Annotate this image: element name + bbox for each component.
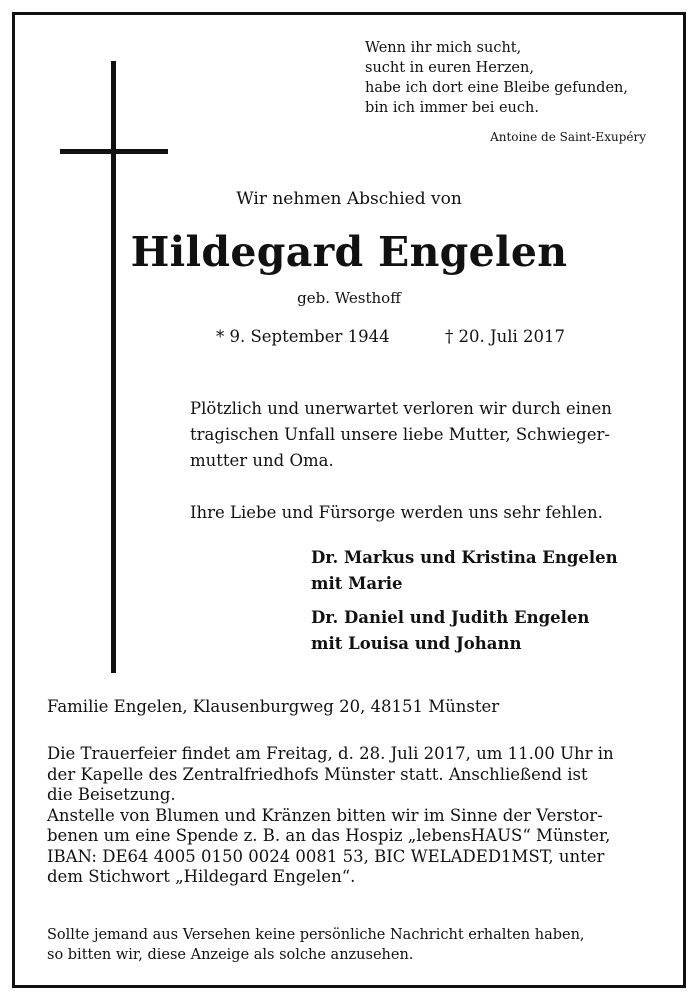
mourner-group <box>311 545 618 597</box>
family-address: Familie Engelen, Klausenburgweg 20, 48151 Münster <box>47 697 500 716</box>
funeral-line: der Kapelle des Zentralfriedhofs Münster statt. Anschließend ist <box>47 764 588 784</box>
poem-line: Wenn ihr mich sucht, <box>365 40 522 56</box>
funeral-line: Anstelle von Blumen und Kränzen bitten wir im Sinne der Verstor- <box>47 805 603 825</box>
funeral-line: die Beisetzung. <box>47 785 176 804</box>
mourners-list <box>311 545 618 665</box>
deceased-name: Hildegard Engelen <box>130 228 568 276</box>
mourner-line: mit Marie <box>311 574 403 593</box>
mourner-line: Dr. Markus und Kristina Engelen <box>311 548 618 567</box>
funeral-details <box>47 744 614 888</box>
message-line: tragischen Unfall unsere liebe Mutter, Schwieger- <box>190 425 610 444</box>
message-line: mutter und Oma. <box>190 451 334 470</box>
birth-date: * 9. September 1944 <box>216 327 390 346</box>
funeral-line: Die Trauerfeier findet am Freitag, d. 28. Juli 2017, um 11.00 Uhr in <box>47 744 614 763</box>
poem <box>365 38 628 118</box>
poem-line: sucht in euren Herzen, <box>365 60 534 76</box>
mourner-group <box>311 605 618 657</box>
death-date: † 20. Juli 2017 <box>445 327 566 346</box>
funeral-line: benen um eine Spende z. B. an das Hospiz „lebensHAUS“ Münster, <box>47 826 611 845</box>
mourner-line: mit Louisa und Johann <box>311 634 522 653</box>
poem-line: habe ich dort eine Bleibe gefunden, <box>365 80 628 96</box>
cross-horizontal-bar <box>60 149 168 154</box>
closing-line: Ihre Liebe und Fürsorge werden uns sehr fehlen. <box>190 503 603 522</box>
farewell-heading: Wir nehmen Abschied von <box>236 189 462 209</box>
funeral-line: IBAN: DE64 4005 0150 0024 0081 53, BIC WELADED1MST, unter <box>47 846 605 866</box>
message-line: Plötzlich und unerwartet verloren wir durch einen <box>190 399 612 418</box>
notice-text <box>47 925 585 965</box>
mourner-line: Dr. Daniel und Judith Engelen <box>311 608 590 627</box>
notice-line: Sollte jemand aus Versehen keine persönliche Nachricht erhalten haben, <box>47 927 585 943</box>
funeral-line: dem Stichwort „Hildegard Engelen“. <box>47 867 356 886</box>
poem-line: bin ich immer bei euch. <box>365 100 539 116</box>
notice-line: so bitten wir, diese Anzeige als solche anzusehen. <box>47 947 414 963</box>
poem-author: Antoine de Saint-Exupéry <box>490 130 646 144</box>
message-paragraph <box>190 396 612 474</box>
maiden-name: geb. Westhoff <box>297 289 401 307</box>
